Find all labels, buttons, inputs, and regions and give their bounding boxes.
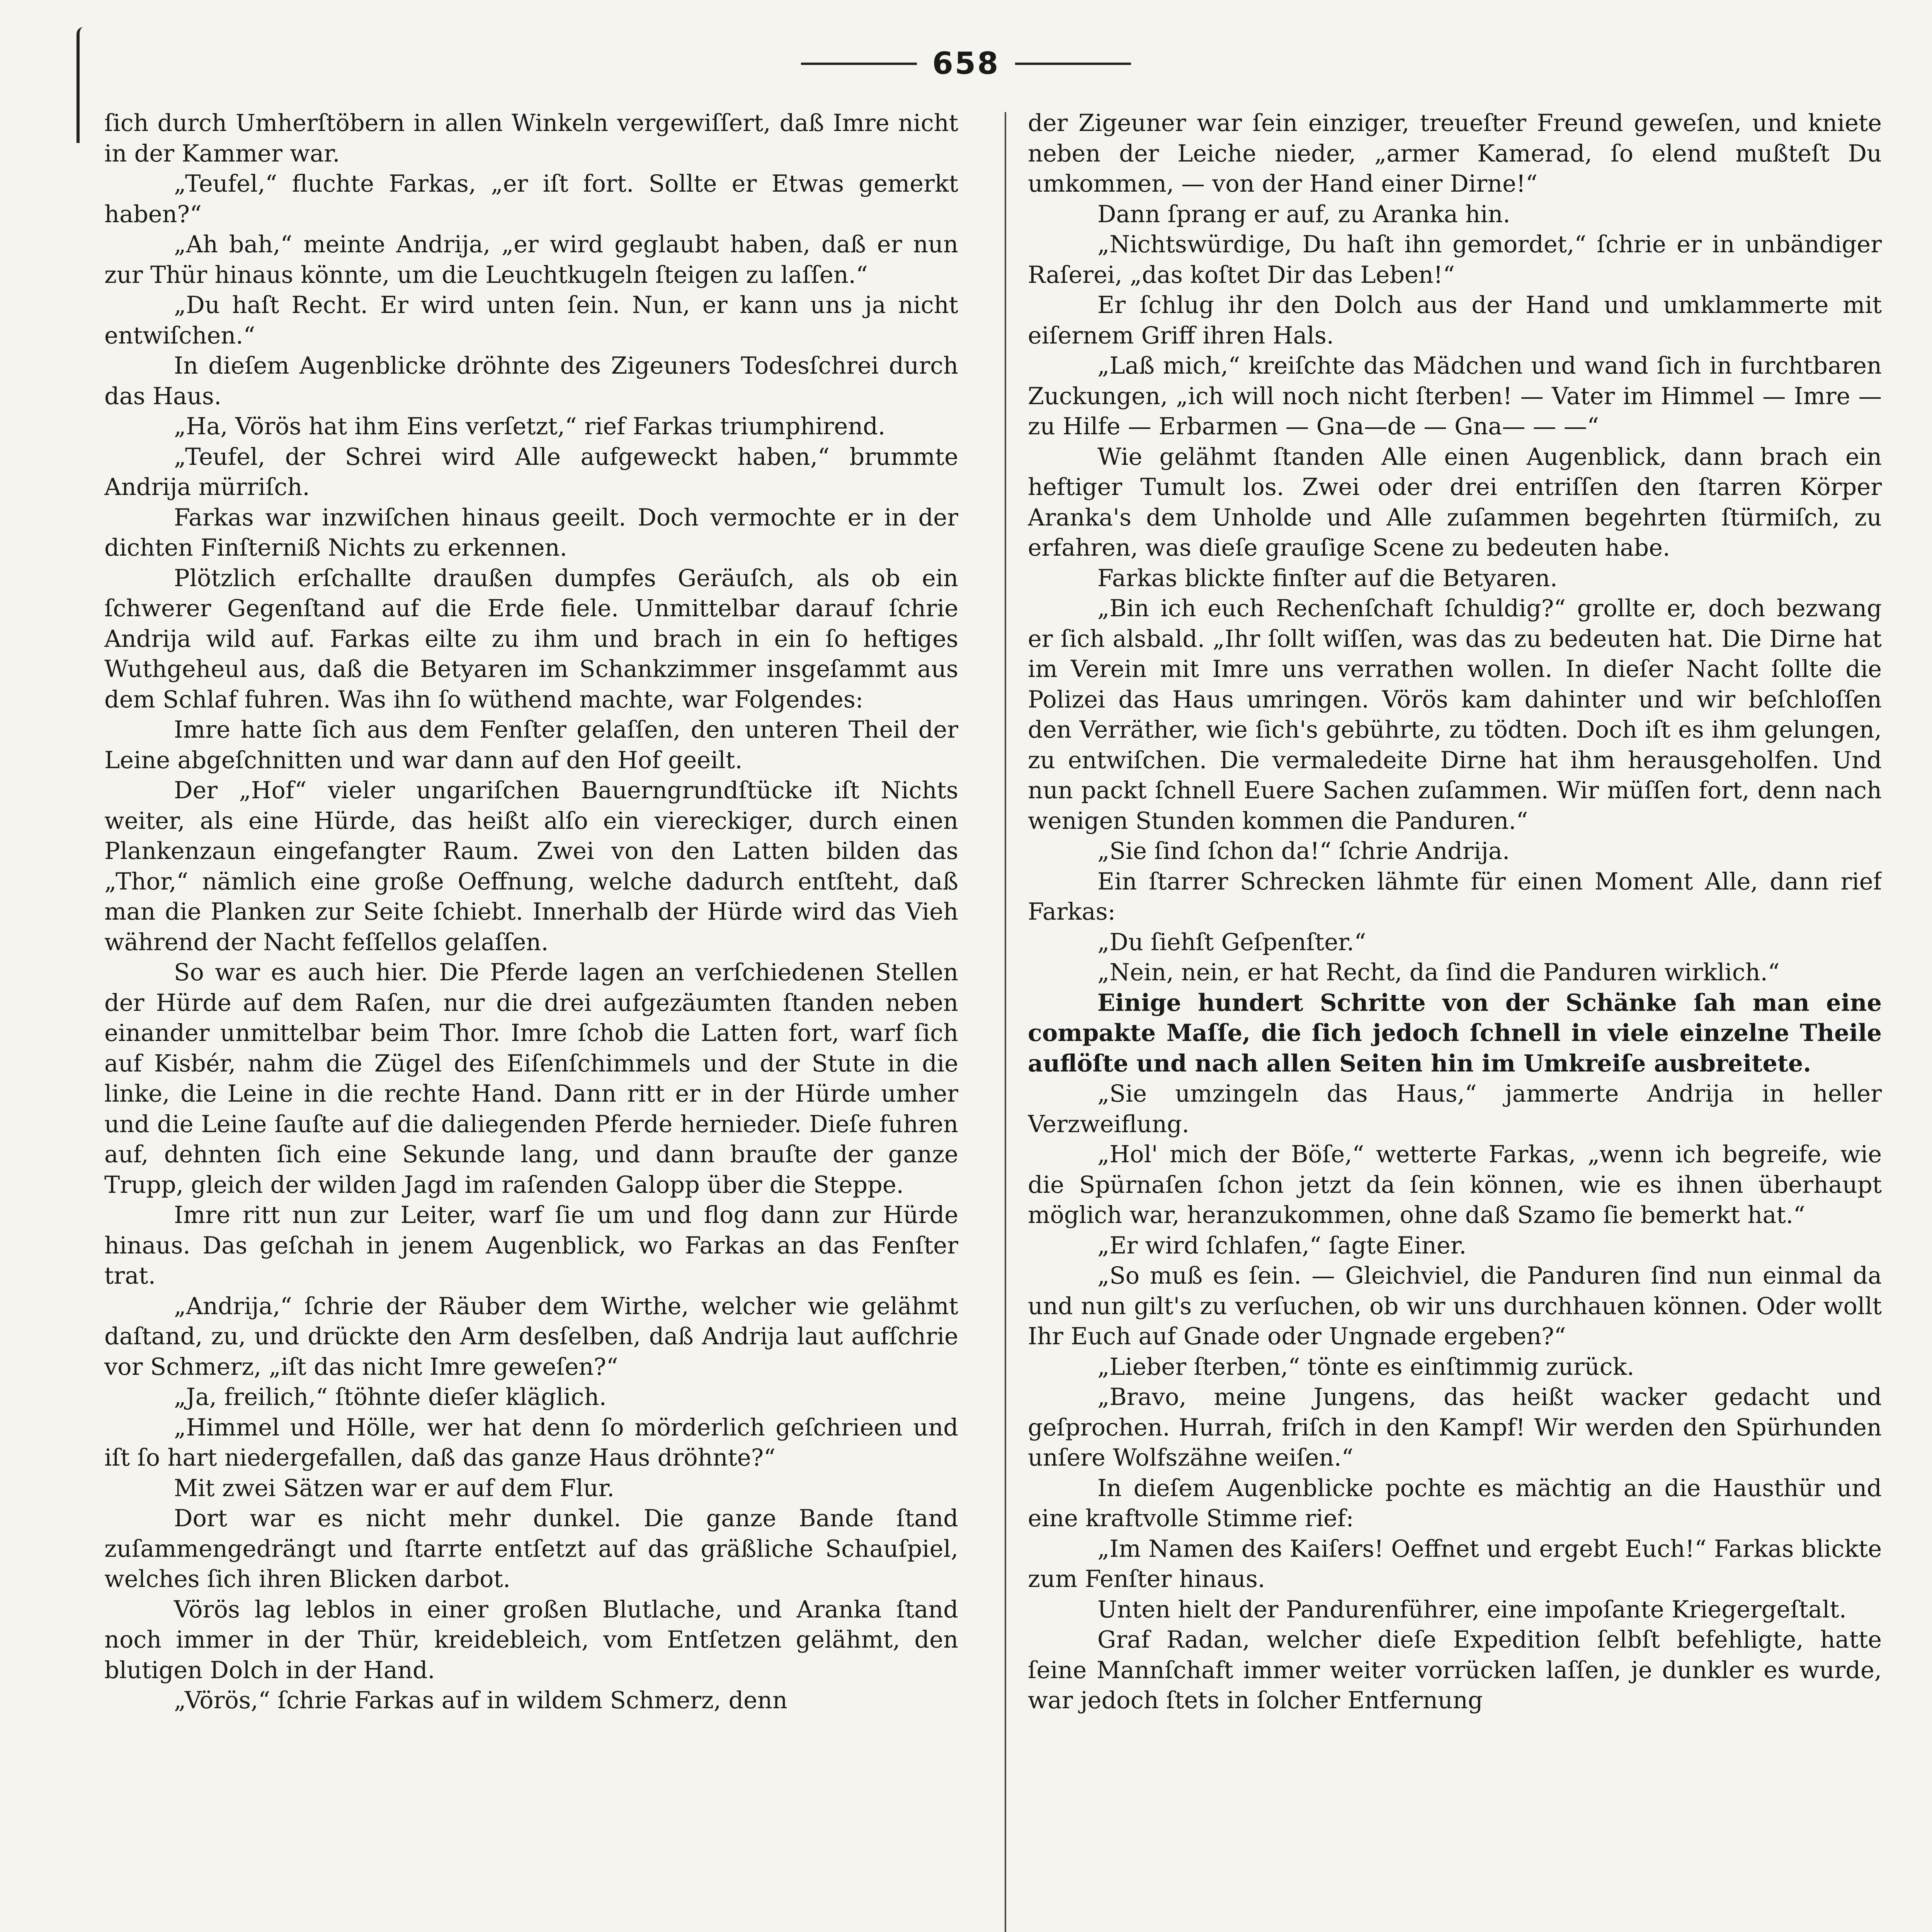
paragraph: „Lieber ſterben,“ tönte es einſtimmig zurück. — [1097, 1353, 1634, 1381]
paragraph: So war es auch hier. Die Pferde lagen an verſchiedenen Stellen der Hürde auf dem Raſen, nur die drei aufgezäumten ſtanden neben einander unmittelbar beim Thor. Imre ſchob die Latten fort, warf ſich auf Kisbér, nahm die Zügel des Eiſenſchimmels und der Stute in die linke, die Leine in die rechte Hand. Dann ritt er in der Hürde umher und die Leine ſauſte auf die daliegenden Pferde hernieder. Dieſe fuhren auf, dehnten ſich eine Sekunde lang, und dann brauſte der ganze Trupp, gleich der wilden Jagd im raſenden Galopp über die Steppe. — [104, 959, 958, 1199]
paragraph: „Nichtswürdige, Du haſt ihn gemordet,“ ſchrie er in unbändiger Raſerei, „das koſtet Dir das Leben!“ — [1028, 231, 1882, 289]
paragraph: Graf Radan, welcher dieſe Expedition ſelbſt befehligte, hatte ſeine Mannſchaft immer weiter vorrücken laſſen, je dunkler es wurde, war jedoch ſtets in ſolcher Entfernung — [1028, 1626, 1882, 1714]
paragraph: „Im Namen des Kaiſers! Oeffnet und ergebt Euch!“ Farkas blickte zum Fenſter hinaus. — [1028, 1535, 1882, 1593]
paragraph: Wie gelähmt ſtanden Alle einen Augenblick, dann brach ein heftiger Tumult los. Zwei oder drei entriſſen den ſtarren Körper Aranka's dem Unholde und Alle zuſammen begehrten ſtürmiſch, zu erfahren, was dieſe grauſige Scene zu bedeuten habe. — [1028, 443, 1882, 561]
paragraph: Unten hielt der Pandurenführer, eine impoſante Kriegergeſtalt. — [1097, 1596, 1847, 1623]
paragraph: „Laß mich,“ kreiſchte das Mädchen und wand ſich in furchtbaren Zuckungen, „ich will noch nicht ſterben! — Vater im Himmel — Imre — zu Hilfe — Erbarmen — Gna—de — Gna— — —“ — [1028, 352, 1882, 440]
paragraph: „Hol' mich der Böſe,“ wetterte Farkas, „wenn ich begreife, wie die Spürnaſen ſchon jetzt da ſein können, wie es ihnen überhaupt möglich war, heranzukommen, ohne daß Szamo ſie bemerkt hat.“ — [1028, 1141, 1882, 1229]
paragraph: „Du haſt Recht. Er wird unten ſein. Nun, er kann uns ja nicht entwiſchen.“ — [104, 292, 958, 349]
paragraph: In dieſem Augenblicke dröhnte des Zigeuners Todesſchrei durch das Haus. — [104, 352, 958, 410]
text-column-left — [104, 108, 958, 1932]
paragraph: Dann ſprang er auf, zu Aranka hin. — [1097, 201, 1510, 228]
column-divider — [1005, 112, 1006, 1932]
paragraph: „Bin ich euch Rechenſchaft ſchuldig?“ grollte er, doch bezwang er ſich alsbald. „Ihr ſollt wiſſen, was das zu bedeuten hat. Die Dirne hat im Verein mit Imre uns verrathen wollen. In dieſer Nacht ſollte die Polizei das Haus umringen. Vörös kam dahinter und wir beſchloſſen den Verräther, wie ſich's gebührte, zu tödten. Doch iſt es ihm gelungen, zu entwiſchen. Die vermaledeite Dirne hat ihm herausgeholfen. Und nun packt ſchnell Euere Sachen zuſammen. Wir müſſen fort, denn nach wenigen Stunden kommen die Panduren.“ — [1028, 595, 1882, 835]
paragraph: „Nein, nein, er hat Recht, da ſind die Panduren wirklich.“ — [1097, 959, 1780, 986]
paragraph: Vörös lag leblos in einer großen Blutlache, und Aranka ſtand noch immer in der Thür, kreidebleich, vom Entſetzen gelähmt, den blutigen Dolch in der Hand. — [104, 1596, 958, 1684]
paragraph: „Ah bah,“ meinte Andrija, „er wird geglaubt haben, daß er nun zur Thür hinaus könnte, um die Leuchtkugeln ſteigen zu laſſen.“ — [104, 231, 958, 289]
paragraph: Dort war es nicht mehr dunkel. Die ganze Bande ſtand zuſammengedrängt und ſtarrte entſetzt auf das gräßliche Schauſpiel, welches ſich ihren Blicken darbot. — [104, 1505, 958, 1593]
paragraph: In dieſem Augenblicke pochte es mächtig an die Hausthür und eine kraftvolle Stimme rief: — [1028, 1475, 1882, 1532]
paragraph: „Sie ſind ſchon da!“ ſchrie Andrija. — [1097, 838, 1510, 865]
paragraph: Mit zwei Sätzen war er auf dem Flur. — [174, 1475, 615, 1502]
header-rule-right — [1015, 63, 1131, 65]
text-column-right — [1028, 108, 1882, 1932]
paragraph: Er ſchlug ihr den Dolch aus der Hand und umklammerte mit eiſernem Griff ihren Hals. — [1028, 292, 1882, 349]
paragraph: „Andrija,“ ſchrie der Räuber dem Wirthe, welcher wie gelähmt daſtand, zu, und drückte den Arm desſelben, daß Andrija laut aufſchrie vor Schmerz, „iſt das nicht Imre geweſen?“ — [104, 1293, 958, 1381]
header-rule-left — [801, 63, 917, 65]
paragraph: „Vörös,“ ſchrie Farkas auf in wildem Schmerz, denn — [174, 1687, 787, 1714]
paragraph: „So muß es ſein. — Gleichviel, die Panduren ſind nun einmal da und nun gilt's zu verſuchen, ob wir uns durchhauen können. Oder wollt Ihr Euch auf Gnade oder Ungnade ergeben?“ — [1028, 1262, 1882, 1350]
paragraph: Farkas war inzwiſchen hinaus geeilt. Doch vermochte er in der dichten Finſterniß Nichts zu erkennen. — [104, 504, 958, 561]
paragraph: „Teufel, der Schrei wird Alle aufgeweckt haben,“ brummte Andrija mürriſch. — [104, 443, 958, 501]
paragraph: der Zigeuner war ſein einziger, treueſter Freund geweſen, und kniete neben der Leiche nieder, „armer Kamerad, ſo elend mußteſt Du umkommen, — von der Hand einer Dirne!“ — [1028, 110, 1882, 197]
paragraph: „Ha, Vörös hat ihm Eins verſetzt,“ rief Farkas triumphirend. — [174, 413, 886, 440]
paragraph: „Teufel,“ fluchte Farkas, „er iſt fort. Sollte er Etwas gemerkt haben?“ — [104, 170, 958, 228]
page-number: 658 — [932, 46, 1000, 81]
paragraph: ſich durch Umherſtöbern in allen Winkeln vergewiſſert, daß Imre nicht in der Kammer war. — [104, 110, 958, 167]
paragraph: „Bravo, meine Jungens, das heißt wacker gedacht und geſprochen. Hurrah, friſch in den Kampf! Wir werden den Spürhunden unſere Wolfszähne weiſen.“ — [1028, 1384, 1882, 1471]
paragraph: Imre ritt nun zur Leiter, warf ſie um und flog dann zur Hürde hinaus. Das geſchah in jenem Augenblick, wo Farkas an das Fenſter trat. — [104, 1202, 958, 1289]
paragraph: „Himmel und Hölle, wer hat denn ſo mörderlich geſchrieen und iſt ſo hart niedergefallen, daß das ganze Haus dröhnte?“ — [104, 1414, 958, 1471]
paragraph: „Du ſiehſt Geſpenſter.“ — [1097, 929, 1366, 956]
paragraph: Farkas blickte finſter auf die Betyaren. — [1097, 565, 1558, 592]
paragraph: „Ja, freilich,“ ſtöhnte dieſer kläglich. — [174, 1384, 607, 1411]
page-header — [0, 35, 1932, 93]
paragraph: Plötzlich erſchallte draußen dumpfes Geräuſch, als ob ein ſchwerer Gegenſtand auf die Erde fiele. Unmittelbar darauf ſchrie Andrija wild auf. Farkas eilte zu ihm und brach in ein ſo heftiges Wuthgeheul aus, daß die Betyaren im Schankzimmer insgeſammt aus dem Schlaf fuhren. Was ihn ſo wüthend machte, war Folgendes: — [104, 565, 958, 713]
paragraph: „Sie umzingeln das Haus,“ jammerte Andrija in heller Verzweiflung. — [1028, 1080, 1882, 1138]
paragraph: Einige hundert Schritte von der Schänke ſah man eine compakte Maſſe, die ſich jedoch ſchnell in viele einzelne Theile auflöſte und nach allen Seiten hin im Umkreiſe ausbreitete. — [1028, 989, 1882, 1077]
paragraph: Der „Hof“ vieler ungariſchen Bauerngrundſtücke iſt Nichts weiter, als eine Hürde, das heißt alſo ein viereckiger, durch einen Plankenzaun eingefangter Raum. Zwei von den Latten bilden das „Thor,“ nämlich eine große Oeffnung, welche dadurch entſteht, daß man die Planken zur Seite ſchiebt. Innerhalb der Hürde wird das Vieh während der Nacht feſſellos gelaſſen. — [104, 777, 958, 956]
paragraph: Imre hatte ſich aus dem Fenſter gelaſſen, den unteren Theil der Leine abgeſchnitten und war dann auf den Hof geeilt. — [104, 716, 958, 774]
paragraph: „Er wird ſchlafen,“ ſagte Einer. — [1097, 1232, 1467, 1259]
paragraph: Ein ſtarrer Schrecken lähmte für einen Moment Alle, dann rief Farkas: — [1028, 868, 1882, 925]
